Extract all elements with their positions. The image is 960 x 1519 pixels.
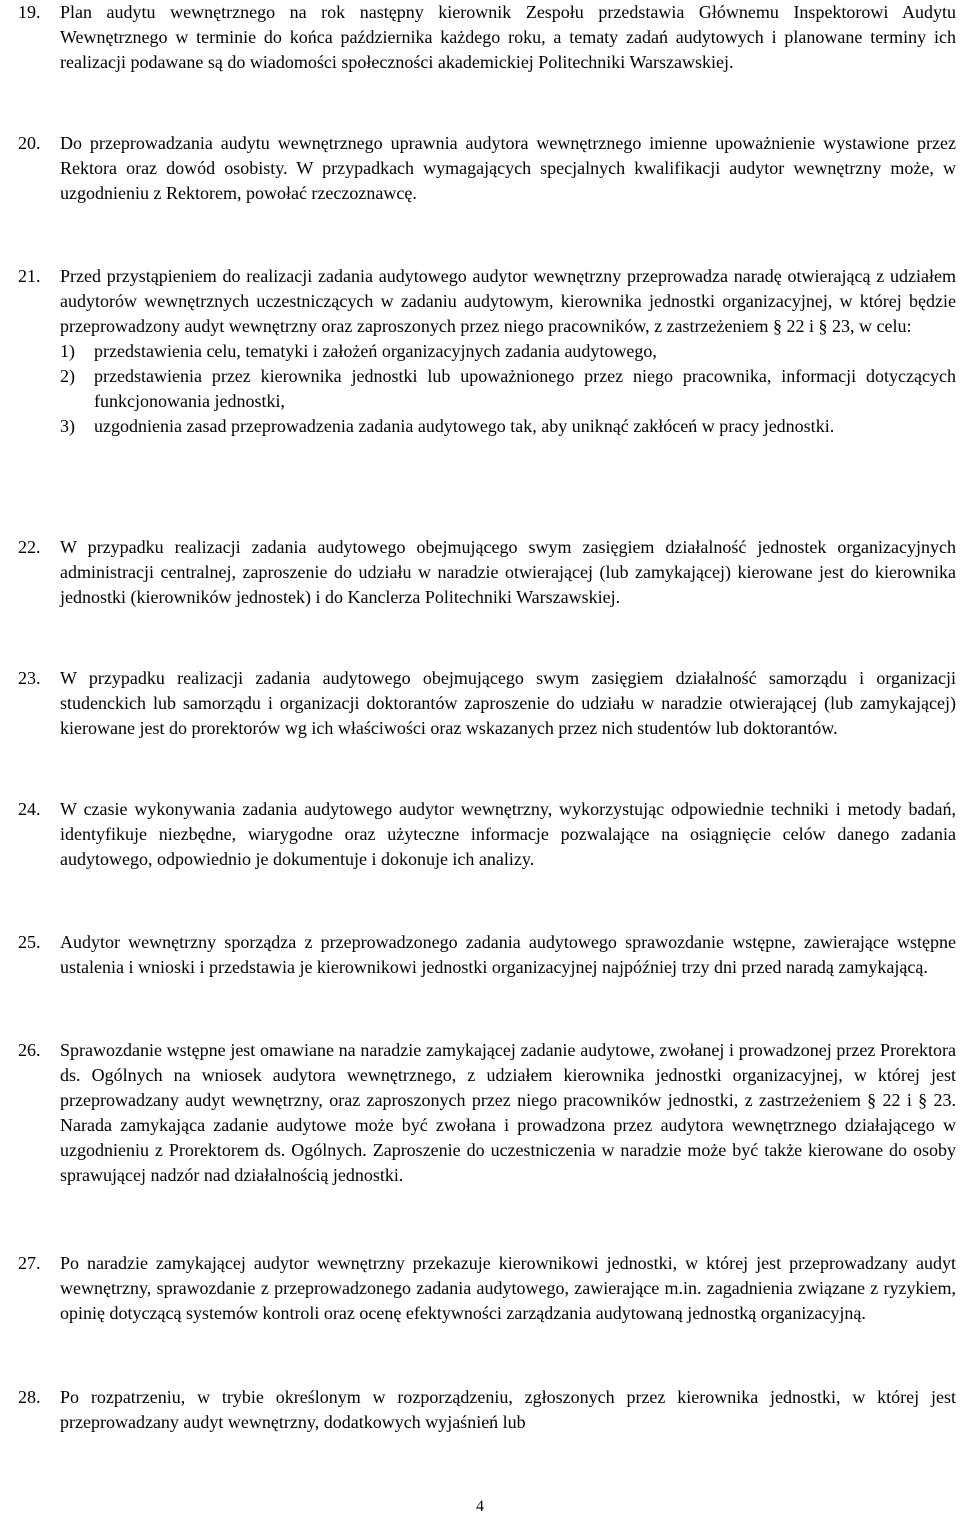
paragraph-number: 19. [18,2,41,22]
paragraph-24 [0,797,956,872]
paragraph-28 [0,1385,956,1435]
list-item [60,414,956,439]
paragraph-number: 22. [18,537,41,557]
paragraph-text: Przed przystąpieniem do realizacji zadania audytowego audytor wewnętrzny przeprowadza naradę otwierającą z udziałem audytorów wewnętrznych uczestniczących w zadaniu audytowym, kierownika jednostki organizacyjnej, w której będzie przeprowadzony audyt wewnętrzny oraz zaproszonych przez niego pracowników, z zastrzeżeniem § 22 i § 23, w celu: [60,266,956,336]
paragraph-number: 28. [18,1387,41,1407]
paragraph-23 [0,666,956,741]
item-number: 3) [60,416,75,436]
paragraph-number: 20. [18,133,41,153]
paragraph-text: Plan audytu wewnętrznego na rok następny kierownik Zespołu przedstawia Głównemu Inspektorowi Audytu Wewnętrznego w terminie do końca października każdego roku, a tematy zadań audytowych i planowane terminy ich realizacji podawane są do wiadomości społeczności akademickiej Politechniki Warszawskiej. [60,2,956,72]
item-text: uzgodnienia zasad przeprowadzenia zadania audytowego tak, aby uniknąć zakłóceń w pracy jednostki. [94,416,835,436]
paragraph-number: 25. [18,932,41,952]
item-number: 2) [60,366,75,386]
paragraph-21 [0,264,956,439]
list-item [60,339,956,364]
paragraph-text: W przypadku realizacji zadania audytowego obejmującego swym zasięgiem działalność jednostek organizacyjnych administracji centralnej, zaproszenie do udziału w naradzie otwierającej (lub zamykającej) kierowane jest do kierownika jednostki (kierowników jednostek) i do Kanclerza Politechniki Warszawskiej. [60,537,956,607]
item-number: 1) [60,341,75,361]
page-number: 4 [476,1498,484,1515]
paragraph-text: W czasie wykonywania zadania audytowego audytor wewnętrzny, wykorzystując odpowiednie techniki i metody badań, identyfikuje niezbędne, wiarygodne oraz użyteczne informacje pozwalające na osiągnięcie celów danego zadania audytowego, odpowiednio je dokumentuje i dokonuje ich analizy. [60,799,956,869]
paragraph-19 [0,0,956,75]
item-list [60,339,956,439]
paragraph-26 [0,1038,956,1188]
paragraph-22 [0,535,956,610]
paragraph-20 [0,131,956,206]
paragraph-number: 21. [18,266,41,286]
paragraph-text: W przypadku realizacji zadania audytowego obejmującego swym zasięgiem działalność samorządu i organizacji studenckich lub samorządu i organizacji doktorantów zaproszenie do udziału w naradzie otwierającej (lub zamykającej) kierowane jest do prorektorów wg ich właściwości oraz wskazanych przez nich studentów lub doktorantów. [60,668,956,738]
paragraph-text: Po naradzie zamykającej audytor wewnętrzny przekazuje kierownikowi jednostki, w której jest przeprowadzany audyt wewnętrzny, sprawozdanie z przeprowadzonego zadania audytowego, zawierające m.in. zagadnienia związane z ryzykiem, opinię dotyczącą systemów kontroli oraz ocenę efektywności zarządzania audytowaną jednostką organizacyjną. [60,1253,956,1323]
paragraph-25 [0,930,956,980]
item-text: przedstawienia przez kierownika jednostki lub upoważnionego przez niego pracownika, informacji dotyczących funkcjonowania jednostki, [94,366,956,411]
item-text: przedstawienia celu, tematyki i założeń organizacyjnych zadania audytowego, [94,341,657,361]
paragraph-number: 24. [18,799,41,819]
paragraph-number: 27. [18,1253,41,1273]
paragraph-number: 23. [18,668,41,688]
paragraph-text: Sprawozdanie wstępne jest omawiane na naradzie zamykającej zadanie audytowe, zwołanej i prowadzonej przez Prorektora ds. Ogólnych na wniosek audytora wewnętrznego, z udziałem kierownika jednostki organizacyjnej, w której jest przeprowadzany audyt wewnętrzny, oraz zaproszonych przez niego pracowników jednostki, z zastrzeżeniem § 22 i § 23. Narada zamykająca zadanie audytowe może być zwołana i prowadzona przez audytora wewnętrznego działającego w uzgodnieniu z Prorektorem ds. Ogólnych. Zaproszenie do uczestniczenia w naradzie może być także kierowane do osoby sprawującej nadzór nad działalnością jednostki. [60,1040,956,1185]
paragraph-text: Audytor wewnętrzny sporządza z przeprowadzonego zadania audytowego sprawozdanie wstępne, zawierające wstępne ustalenia i wnioski i przedstawia je kierownikowi jednostki organizacyjnej najpóźniej trzy dni przed naradą zamykającą. [60,932,956,977]
paragraph-number: 26. [18,1040,41,1060]
paragraph-27 [0,1251,956,1326]
paragraph-text: Do przeprowadzania audytu wewnętrznego uprawnia audytora wewnętrznego imienne upoważnienie wystawione przez Rektora oraz dowód osobisty. W przypadkach wymagających specjalnych kwalifikacji audytor wewnętrzny może, w uzgodnieniu z Rektorem, powołać rzeczoznawcę. [60,133,956,203]
list-item [60,364,956,414]
paragraph-text: Po rozpatrzeniu, w trybie określonym w rozporządzeniu, zgłoszonych przez kierownika jednostki, w której jest przeprowadzany audyt wewnętrzny, dodatkowych wyjaśnień lub [60,1387,956,1432]
